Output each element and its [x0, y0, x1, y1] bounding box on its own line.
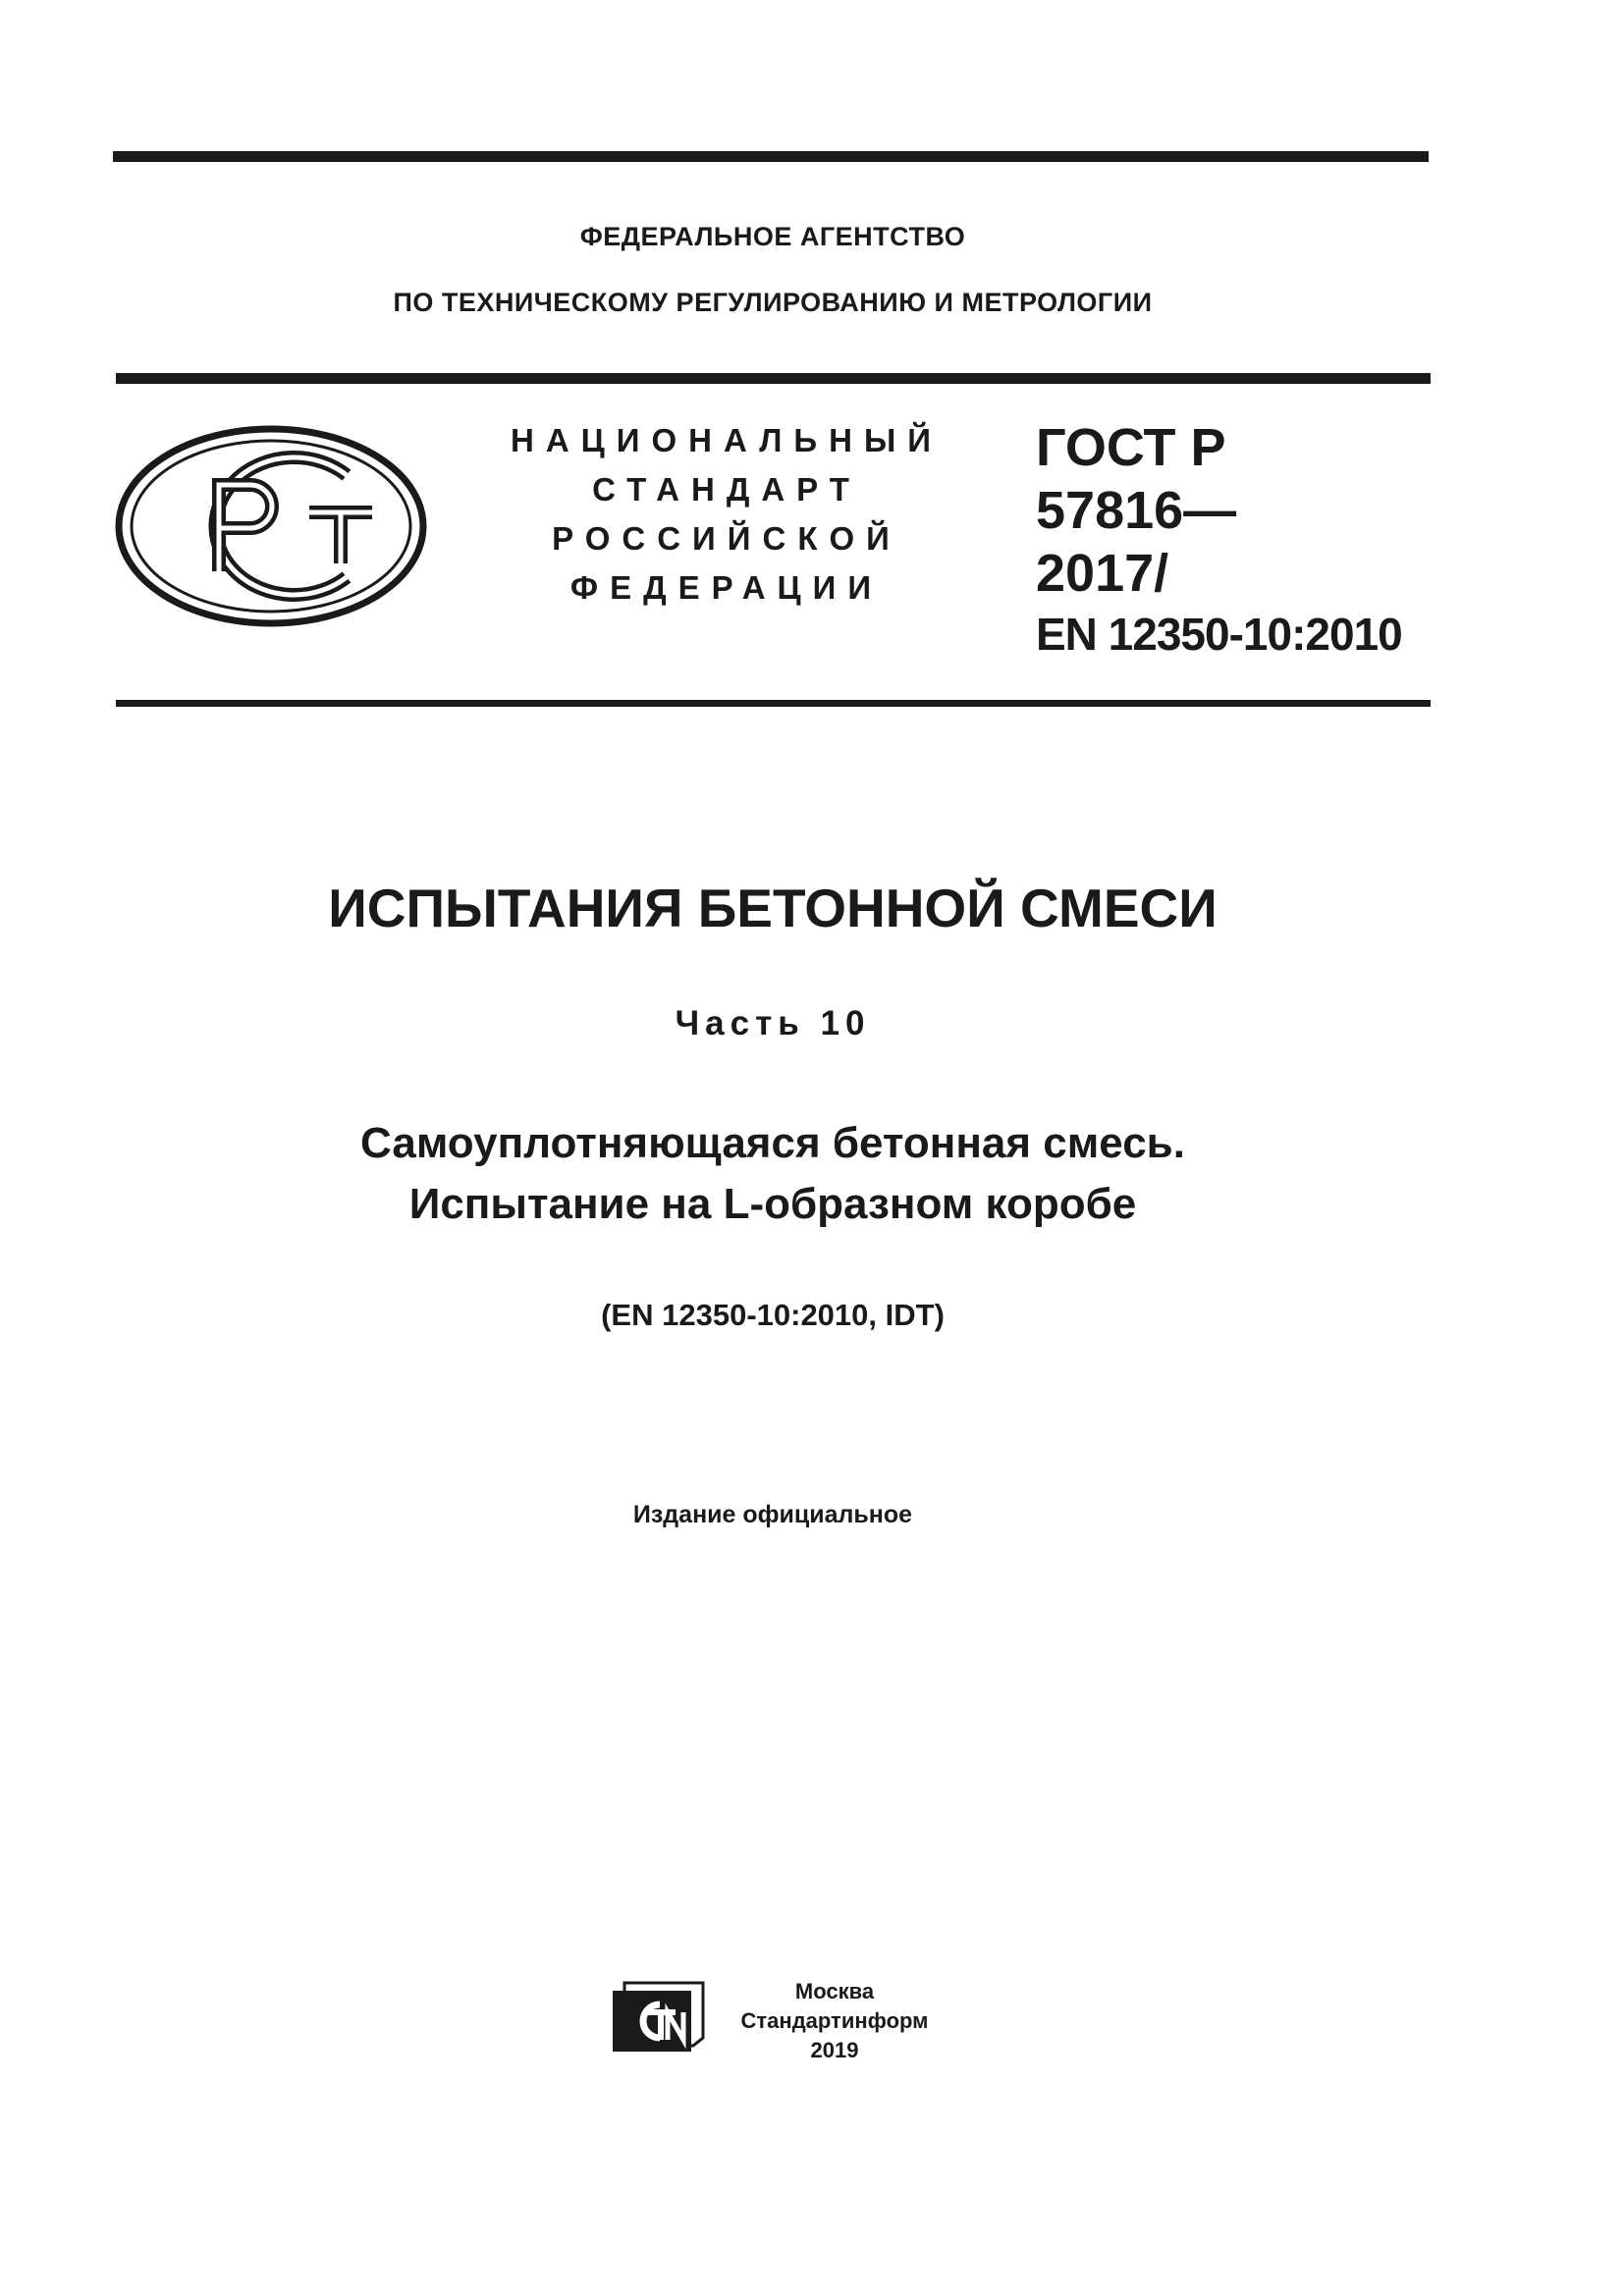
national-line-2: СТАНДАРТ — [592, 471, 861, 507]
gost-line-2: 57816— — [1036, 481, 1237, 540]
agency-line-2: ПО ТЕХНИЧЕСКОМУ РЕГУЛИРОВАНИЮ И МЕТРОЛОГИИ — [393, 288, 1153, 317]
rst-logo — [113, 424, 429, 628]
standard-block-bottom-rule — [116, 700, 1431, 707]
publisher-year: 2019 — [810, 2038, 859, 2062]
subtitle-line-1: Самоуплотняющаяся бетонная смесь. — [360, 1119, 1185, 1167]
subtitle — [0, 1113, 1545, 1235]
publisher-info — [727, 1977, 943, 2065]
publisher-logo-icon — [611, 1979, 705, 2054]
part-number: Часть 10 — [675, 1004, 871, 1042]
gost-line-3: 2017/ — [1036, 544, 1169, 603]
gost-line-4: EN 12350-10:2010 — [1036, 609, 1402, 660]
publisher-city: Москва — [794, 1979, 875, 2003]
gost-line-1: ГОСТ Р — [1036, 418, 1226, 477]
national-line-3: РОССИЙСКОЙ — [552, 520, 901, 557]
edition-label: Издание официальное — [632, 1501, 913, 1528]
publisher-logo — [611, 1979, 705, 2054]
national-line-1: НАЦИОНАЛЬНЫЙ — [511, 422, 943, 458]
agency-line-1: ФЕДЕРАЛЬНОЕ АГЕНТСТВО — [579, 222, 966, 251]
top-rule — [113, 151, 1429, 162]
national-standard-label — [511, 416, 943, 613]
national-line-4: ФЕДЕРАЦИИ — [569, 569, 884, 606]
publisher-name: Стандартинформ — [740, 2008, 929, 2033]
document-title: ИСПЫТАНИЯ БЕТОННОЙ СМЕСИ — [328, 878, 1218, 938]
subtitle-line-2: Испытание на L-образном коробе — [408, 1180, 1137, 1228]
gost-designation — [1036, 416, 1402, 664]
idt-reference: (EN 12350-10:2010, IDT) — [601, 1298, 945, 1332]
standard-block-top-rule — [116, 373, 1431, 384]
rst-logo-icon — [113, 424, 429, 628]
